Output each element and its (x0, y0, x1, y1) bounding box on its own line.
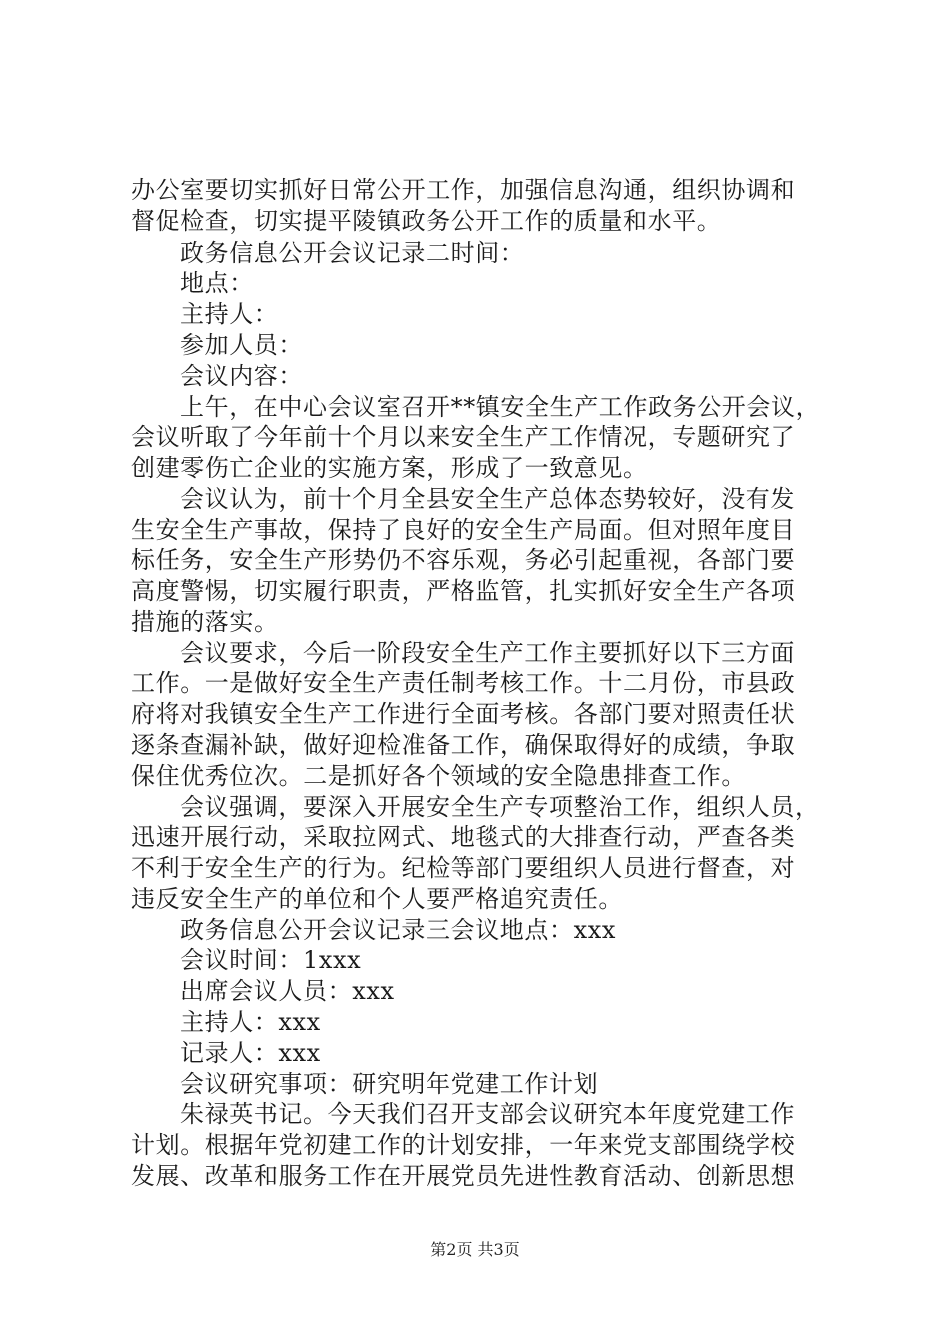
body-line: 政务信息公开会议记录三会议地点：xxx (180, 916, 617, 944)
body-line: 会议内容： (180, 362, 303, 390)
body-line: 会议听取了今年前十个月以来安全生产工作情况，专题研究了 (131, 423, 796, 451)
body-line: 主持人：xxx (180, 1008, 321, 1036)
body-line: 上午，在中心会议室召开**镇安全生产工作政务公开会议， (180, 393, 821, 421)
body-line: 高度警惕，切实履行职责，严格监管，扎实抓好安全生产各项 (131, 577, 796, 605)
body-line: 不利于安全生产的行为。纪检等部门要组织人员进行督查，对 (131, 854, 796, 882)
body-line: 生安全生产事故，保持了良好的安全生产局面。但对照年度目 (131, 516, 796, 544)
body-line: 会议认为，前十个月全县安全生产总体态势较好，没有发 (180, 485, 795, 513)
body-line: 记录人：xxx (180, 1039, 321, 1067)
body-line: 会议要求，今后一阶段安全生产工作主要抓好以下三方面 (180, 639, 795, 667)
body-line: 会议研究事项：研究明年党建工作计划 (180, 1070, 599, 1098)
body-line: 迅速开展行动，采取拉网式、地毯式的大排查行动，严查各类 (131, 823, 796, 851)
body-line: 会议强调，要深入开展安全生产专项整治工作，组织人员， (180, 793, 820, 821)
body-line: 保住优秀位次。二是抓好各个领域的安全隐患排查工作。 (131, 762, 746, 790)
body-line: 逐条查漏补缺，做好迎检准备工作，确保取得好的成绩，争取 (131, 731, 796, 759)
body-line: 发展、改革和服务工作在开展党员先进性教育活动、创新思想 (131, 1162, 796, 1190)
page-number-footer: 第2页 共3页 (430, 1240, 520, 1259)
body-line: 参加人员： (180, 331, 303, 359)
body-line: 主持人： (180, 300, 279, 328)
body-line: 创建零伤亡企业的实施方案，形成了一致意见。 (131, 454, 648, 482)
body-line: 出席会议人员：xxx (180, 977, 395, 1005)
body-line: 标任务，安全生产形势仍不容乐观，务必引起重视，各部门要 (131, 546, 796, 574)
body-line: 督促检查，切实提平陵镇政务公开工作的质量和水平。 (131, 207, 722, 235)
body-line: 计划。根据年党初建工作的计划安排，一年来党支部围绕学校 (131, 1131, 796, 1159)
body-line: 府将对我镇安全生产工作进行全面考核。各部门要对照责任状 (131, 700, 796, 728)
body-line: 政务信息公开会议记录二时间： (180, 239, 525, 267)
body-line: 工作。一是做好安全生产责任制考核工作。十二月份，市县政 (131, 669, 796, 697)
body-line: 地点： (180, 269, 254, 297)
body-line: 会议时间：1xxx (180, 946, 362, 974)
body-line: 朱禄英书记。今天我们召开支部会议研究本年度党建工作 (180, 1100, 795, 1128)
body-line: 违反安全生产的单位和个人要严格追究责任。 (131, 885, 623, 913)
body-line: 办公室要切实抓好日常公开工作，加强信息沟通，组织协调和 (131, 176, 796, 204)
body-line: 措施的落实。 (131, 608, 279, 636)
